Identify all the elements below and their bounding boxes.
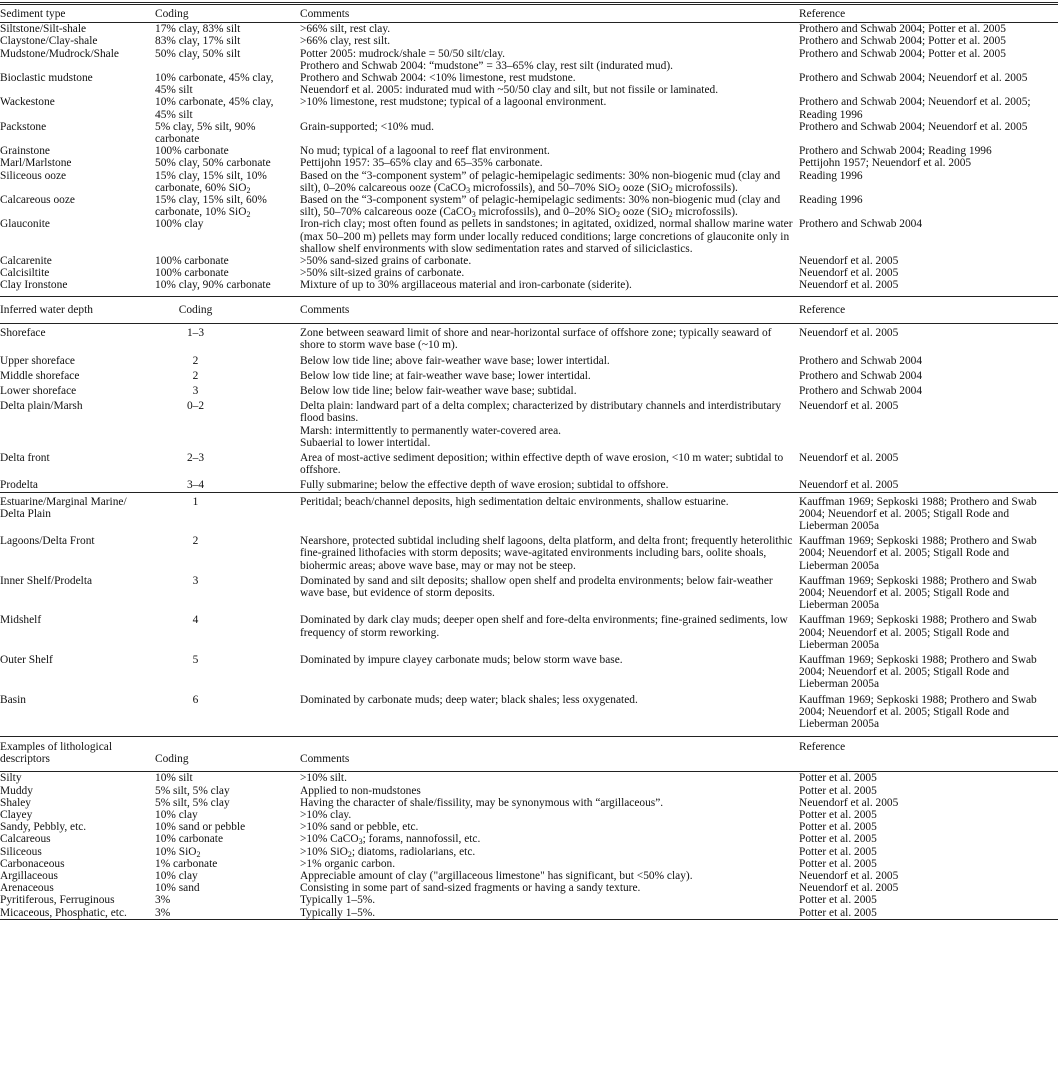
comment-line: >50% silt-sized grains of carbonate. (300, 267, 465, 280)
comments-cell (300, 785, 799, 797)
comment-line: Based on the “3-component system” of pelagic-hemipelagic sediments: 30% non-biogenic mud (clay and silt), 0–20% calcareous ooze (CaCO$_3$ microfossils), and 50–70% SiO$_2$ ooze (SiO$_2$ microfossils). (300, 169, 781, 195)
coding-cell: 83% clay, 17% silt (155, 35, 241, 48)
coding-cell: 1 (192, 495, 199, 508)
comment-line: Dominated by sand and silt deposits; shallow open shelf and prodelta environments; below fair-weather wave base, but evidence of storm deposits. (300, 574, 773, 600)
coding-cell: 100% carbonate (155, 267, 229, 280)
coding-cell: 50% clay, 50% silt (155, 47, 241, 60)
type-cell: Sandy, Pebbly, etc. (0, 821, 87, 834)
type-cell: Claystone/Clay-shale (0, 35, 98, 48)
table-row (0, 833, 1058, 845)
type-cell: Clay Ironstone (0, 279, 68, 292)
comments-cell (300, 894, 799, 906)
comments-cell (300, 267, 799, 279)
table-row (0, 611, 1058, 651)
comments-cell (300, 907, 799, 920)
table-row (0, 785, 1058, 797)
comment-line: Iron-rich clay; most often found as pellets in sandstones; in agitated, oxidized, normal shallow marine water (max 50–200 m) pellets may form under locally reduced conditions; large concretions of glauconite only in shallow shelf environments with slow sedimentation rates and starved of siliciclastics. (300, 218, 793, 255)
header-reference: Reference (799, 741, 846, 753)
table-row (0, 397, 1058, 449)
reference-cell: Neuendorf et al. 2005 (799, 479, 899, 492)
table-row (0, 572, 1058, 612)
comment-line: Mixture of up to 30% argillaceous material and iron-carbonate (siderite). (300, 279, 632, 292)
comments-cell (300, 382, 799, 397)
reference-cell: Prothero and Schwab 2004; Neuendorf et al. 2005 (799, 72, 1028, 85)
comment-line: Typically 1–5%. (300, 894, 376, 907)
type-cell: Upper shoreface (0, 354, 75, 367)
comments-cell (300, 858, 799, 870)
comment-line: Nearshore, protected subtidal including shelf lagoons, delta platform, and delta front; frequently heterolithic fine-grained lithofacies with storm deposits; wave-agitated environments including bars, oolite shoals, biohermic areas; above wave base, may or may not be steep. (300, 535, 793, 572)
table-row (0, 382, 1058, 397)
header-sediment-type: Sediment type (0, 8, 66, 20)
reference-cell: Neuendorf et al. 2005 (799, 400, 899, 413)
comment-line: Dominated by dark clay muds; deeper open shelf and fore-delta environments; fine-grained sediments, low frequency of storm reworking. (300, 614, 788, 639)
table-row (0, 858, 1058, 870)
type-cell: Mudstone/Mudrock/Shale (0, 47, 119, 60)
reference-cell: Kauffman 1969; Sepkoski 1988; Prothero and Swab 2004; Neuendorf et al. 2005; Stigall Rode and Lieberman 2005a (799, 535, 1037, 572)
table-row (0, 821, 1058, 833)
reference-cell: Neuendorf et al. 2005 (799, 327, 899, 340)
coding-cell: 100% carbonate (155, 145, 229, 158)
reference-cell: Pettijohn 1957; Neuendorf et al. 2005 (799, 157, 972, 170)
coding-cell: 10% carbonate, 45% clay, 45% silt (155, 72, 274, 97)
reference-cell: Neuendorf et al. 2005 (799, 255, 899, 268)
comments-cell (300, 72, 799, 96)
coding-cell: 2–3 (186, 452, 205, 465)
comment-line: Applied to non-mudstones (300, 784, 421, 797)
table-row (0, 894, 1058, 906)
comments-cell (300, 691, 799, 731)
type-cell: Shaley (0, 796, 32, 809)
type-cell: Calcarenite (0, 255, 52, 268)
comments-cell (300, 870, 799, 882)
header-coding: Coding (155, 753, 189, 766)
coding-cell: 10% silt (155, 772, 193, 785)
header-comments: Comments (300, 8, 350, 20)
coding-cell: 2 (192, 369, 199, 382)
comments-cell (300, 121, 799, 145)
coding-cell: 100% clay (155, 218, 204, 231)
comments-cell (300, 48, 799, 72)
table-row (0, 121, 1058, 145)
table-row (0, 797, 1058, 809)
coding-cell: 10% clay, 90% carbonate (155, 279, 271, 292)
reference-cell: Prothero and Schwab 2004; Neuendorf et al. 2005; Reading 1996 (799, 96, 1031, 121)
comments-cell (300, 821, 799, 833)
type-cell: Siltstone/Silt-shale (0, 23, 87, 36)
table-row (0, 532, 1058, 572)
type-cell: Inner Shelf/Prodelta (0, 574, 93, 587)
type-cell: Calcareous ooze (0, 194, 75, 207)
comment-line: >66% clay, rest silt. (300, 35, 391, 48)
type-cell: Delta front (0, 452, 50, 465)
table-row (0, 492, 1058, 532)
top-rule (0, 2, 1058, 3)
reference-cell: Kauffman 1969; Sepkoski 1988; Prothero and Swab 2004; Neuendorf et al. 2005; Stigall Rode and Lieberman 2005a (799, 495, 1037, 533)
reference-cell: Kauffman 1969; Sepkoski 1988; Prothero and Swab 2004; Neuendorf et al. 2005; Stigall Rode and Lieberman 2005a (799, 654, 1037, 691)
reference-cell: Neuendorf et al. 2005 (799, 452, 899, 465)
reference-cell: Prothero and Schwab 2004 (799, 354, 923, 367)
sediment-type-table (0, 5, 1058, 292)
table-row (0, 72, 1058, 96)
comment-line: Appreciable amount of clay ("argillaceous limestone" has significant, but <50% clay). (300, 870, 693, 883)
coding-cell: 10% carbonate, 45% clay, 45% silt (155, 96, 274, 121)
coding-cell: 3% (155, 894, 171, 907)
comments-cell (300, 846, 799, 858)
comment-line: Pettijohn 1957: 35–65% clay and 65–35% carbonate. (300, 157, 543, 170)
type-cell: Marl/Marlstone (0, 157, 72, 170)
header-comments: Comments (300, 304, 350, 316)
comments-cell (300, 772, 799, 785)
table-row (0, 324, 1058, 352)
comment-line: Neuendorf et al. 2005: indurated mud with ~50/50 clay and silt, but not fissile or laminated. (300, 84, 719, 97)
reference-cell: Prothero and Schwab 2004 (799, 369, 923, 382)
comment-line: Based on the “3-component system” of pelagic-hemipelagic sediments: 30% non-biogenic mud (clay and silt), 50–70% calcareous ooze (CaCO$_3$ microfossils), and 0–20% SiO$_2$ ooze (SiO$_2$ microfossils). (300, 194, 781, 220)
reference-cell: Potter et al. 2005 (799, 784, 877, 797)
comment-line: Peritidal; beach/channel deposits, high sedimentation deltaic environments, shallow estuarine. (300, 495, 729, 508)
comments-cell (300, 397, 799, 449)
comment-line: Having the character of shale/fissility, may be synonymous with “argillaceous”. (300, 796, 664, 809)
type-cell: Clayey (0, 809, 33, 822)
table-row (0, 267, 1058, 279)
comments-cell (300, 194, 799, 218)
table-row (0, 772, 1058, 785)
table-row (0, 476, 1058, 492)
table-row (0, 846, 1058, 858)
comments-cell (300, 833, 799, 845)
comments-cell (300, 218, 799, 255)
table-row (0, 907, 1058, 920)
coding-cell: 10% SiO$_2$ (155, 845, 201, 859)
comment-line: Marsh: intermittently to permanently water-covered area. (300, 424, 562, 437)
type-cell: Calcareous (0, 833, 51, 846)
comment-line: Dominated by carbonate muds; deep water; black shales; less oxygenated. (300, 693, 638, 706)
reference-cell: Potter et al. 2005 (799, 821, 877, 834)
comment-line: >10% sand or pebble, etc. (300, 821, 419, 834)
type-cell: Lower shoreface (0, 385, 77, 398)
coding-cell: 5 (192, 654, 199, 667)
type-cell: Lagoons/Delta Front (0, 535, 95, 548)
type-cell: Bioclastic mudstone (0, 72, 93, 85)
coding-cell: 5% silt, 5% clay (155, 796, 230, 809)
table-row (0, 23, 1058, 36)
type-cell: Siliceous ooze (0, 169, 67, 182)
type-cell: Prodelta (0, 479, 38, 492)
reference-cell: Neuendorf et al. 2005 (799, 796, 899, 809)
coding-cell: 15% clay, 15% silt, 10% carbonate, 60% SiO$_2$ (155, 169, 267, 195)
type-cell: Micaceous, Phosphatic, etc. (0, 906, 127, 919)
table-row (0, 96, 1058, 120)
comment-line: Subaerial to lower intertidal. (300, 436, 431, 449)
table-row (0, 170, 1058, 194)
comment-line: Below low tide line; below fair-weather wave base; subtidal. (300, 385, 577, 398)
type-cell: Muddy (0, 784, 33, 797)
reference-cell: Prothero and Schwab 2004 (799, 218, 923, 231)
type-cell: Silty (0, 772, 22, 785)
table-row (0, 352, 1058, 367)
header-row (0, 297, 1058, 324)
comment-line: Delta plain: landward part of a delta complex; characterized by distributary channels and interdistributary flood basins. (300, 400, 782, 425)
coding-cell: 2 (192, 354, 199, 367)
reference-cell: Neuendorf et al. 2005 (799, 279, 899, 292)
coding-cell: 3% (155, 906, 171, 919)
comment-line: Fully submarine; below the effective depth of wave erosion; subtidal to offshore. (300, 479, 669, 492)
type-cell: Delta plain/Marsh (0, 400, 83, 413)
coding-cell: 4 (192, 614, 199, 627)
comments-cell (300, 492, 799, 532)
reference-cell: Potter et al. 2005 (799, 894, 877, 907)
comment-line: >50% sand-sized grains of carbonate. (300, 255, 472, 268)
comment-line: Grain-supported; <10% mud. (300, 120, 434, 133)
comment-line: Potter 2005: mudrock/shale = 50/50 silt/clay. (300, 47, 505, 60)
comments-cell (300, 170, 799, 194)
header-lithological-descriptors: Examples of lithological descriptors (0, 741, 112, 766)
comment-line: >10% CaCO$_3$; forams, nannofossil, etc. (300, 833, 481, 847)
type-cell: Arenaceous (0, 882, 54, 895)
reference-cell: Potter et al. 2005 (799, 809, 877, 822)
header-water-depth: Inferred water depth (0, 304, 93, 316)
comments-cell (300, 476, 799, 492)
comment-line: No mud; typical of a lagoonal to reef flat environment. (300, 145, 550, 158)
comments-cell (300, 611, 799, 651)
comments-cell (300, 367, 799, 382)
type-cell: Estuarine/Marginal Marine/ Delta Plain (0, 495, 127, 520)
table-row (0, 870, 1058, 882)
comment-line: >1% organic carbon. (300, 857, 396, 870)
coding-cell: 100% carbonate (155, 255, 229, 268)
comments-cell (300, 157, 799, 169)
reference-cell: Potter et al. 2005 (799, 906, 877, 919)
comment-line: >10% silt. (300, 772, 347, 785)
coding-cell: 1–3 (186, 327, 205, 340)
comments-cell (300, 35, 799, 47)
comment-line: >10% clay. (300, 809, 352, 822)
comment-line: Below low tide line; above fair-weather wave base; lower intertidal. (300, 354, 610, 367)
type-cell: Middle shoreface (0, 369, 80, 382)
header-reference: Reference (799, 8, 846, 20)
reference-cell: Potter et al. 2005 (799, 857, 877, 870)
comment-line: Dominated by impure clayey carbonate muds; below storm wave base. (300, 654, 623, 667)
coding-cell: 3 (192, 574, 199, 587)
coding-cell: 3–4 (186, 479, 205, 492)
water-depth-table (0, 296, 1058, 730)
coding-cell: 3 (192, 385, 199, 398)
table-row (0, 255, 1058, 267)
reference-cell: Prothero and Schwab 2004; Potter et al. 2005 (799, 47, 1006, 60)
type-cell: Basin (0, 693, 26, 706)
reference-cell: Potter et al. 2005 (799, 772, 877, 785)
lithological-descriptors-table (0, 736, 1058, 920)
table-row (0, 279, 1058, 291)
type-cell: Glauconite (0, 218, 50, 231)
comments-cell (300, 797, 799, 809)
table-row (0, 367, 1058, 382)
comments-cell (300, 324, 799, 352)
coding-cell: 10% sand (155, 882, 200, 895)
table-row (0, 218, 1058, 255)
coding-cell: 6 (192, 693, 199, 706)
reference-cell: Prothero and Schwab 2004; Potter et al. 2005 (799, 35, 1006, 48)
reference-cell: Kauffman 1969; Sepkoski 1988; Prothero and Swab 2004; Neuendorf et al. 2005; Stigall Rode and Lieberman 2005a (799, 574, 1037, 612)
reference-cell: Prothero and Schwab 2004; Neuendorf et al. 2005 (799, 120, 1028, 133)
type-cell: Packstone (0, 120, 47, 133)
coding-cell: 5% silt, 5% clay (155, 784, 230, 797)
comments-cell (300, 882, 799, 894)
type-cell: Grainstone (0, 145, 50, 158)
type-cell: Outer Shelf (0, 654, 53, 667)
type-cell: Wackestone (0, 96, 55, 109)
table-row (0, 145, 1058, 157)
type-cell: Calcisiltite (0, 267, 50, 280)
comment-line: Below low tide line; at fair-weather wave base; lower intertidal. (300, 369, 591, 382)
header-coding: Coding (155, 8, 189, 20)
header-reference: Reference (799, 304, 846, 316)
coding-cell: 10% carbonate (155, 833, 223, 846)
comments-cell (300, 255, 799, 267)
coding-cell: 2 (192, 535, 199, 548)
coding-cell: 5% clay, 5% silt, 90% carbonate (155, 120, 256, 146)
coding-cell: 1% carbonate (155, 857, 218, 870)
reference-cell: Prothero and Schwab 2004; Potter et al. 2005 (799, 23, 1006, 36)
header-row (0, 737, 1058, 772)
comment-line: >66% silt, rest clay. (300, 23, 391, 36)
type-cell: Pyritiferous, Ferruginous (0, 894, 115, 907)
reference-cell: Reading 1996 (799, 194, 863, 207)
comment-line: Area of most-active sediment deposition; within effective depth of wave erosion, <10 m water; subtidal to offshore. (300, 452, 784, 477)
reference-cell: Neuendorf et al. 2005 (799, 882, 899, 895)
header-coding: Coding (178, 304, 213, 316)
reference-cell: Neuendorf et al. 2005 (799, 870, 899, 883)
coding-cell: 15% clay, 15% silt, 60% carbonate, 10% SiO$_2$ (155, 194, 267, 220)
comments-cell (300, 532, 799, 572)
comments-cell (300, 23, 799, 36)
comments-cell (300, 352, 799, 367)
table-row (0, 194, 1058, 218)
table-row (0, 157, 1058, 169)
coding-cell: 10% clay (155, 809, 198, 822)
reference-cell: Potter et al. 2005 (799, 833, 877, 846)
table-row (0, 35, 1058, 47)
reference-cell: Prothero and Schwab 2004; Reading 1996 (799, 145, 992, 158)
reference-cell: Potter et al. 2005 (799, 845, 877, 858)
comment-line: Zone between seaward limit of shore and near-horizontal surface of offshore zone; typically seaward of shore to storm wave base (~10 m). (300, 327, 772, 352)
type-cell: Siliceous (0, 845, 42, 858)
header-comments: Comments (300, 753, 350, 766)
comment-line: Consisting in some part of sand-sized fragments or having a sandy texture. (300, 882, 641, 895)
comment-line: >10% limestone, rest mudstone; typical of a lagoonal environment. (300, 96, 607, 109)
type-cell: Midshelf (0, 614, 42, 627)
comment-line: >10% SiO$_2$; diatoms, radiolarians, etc. (300, 845, 476, 859)
table-row (0, 651, 1058, 691)
reference-cell: Prothero and Schwab 2004 (799, 385, 923, 398)
comments-cell (300, 651, 799, 691)
comments-cell (300, 572, 799, 612)
comments-cell (300, 809, 799, 821)
coding-cell: 17% clay, 83% silt (155, 23, 241, 36)
coding-cell: 0–2 (186, 400, 205, 413)
table-row (0, 48, 1058, 72)
reference-cell: Kauffman 1969; Sepkoski 1988; Prothero and Swab 2004; Neuendorf et al. 2005; Stigall Rode and Lieberman 2005a (799, 693, 1037, 731)
coding-cell: 10% sand or pebble (155, 821, 246, 834)
table-row (0, 449, 1058, 476)
header-row (0, 5, 1058, 23)
table-row (0, 691, 1058, 731)
coding-cell: 10% clay (155, 870, 198, 883)
type-cell: Carbonaceous (0, 857, 65, 870)
table-row (0, 809, 1058, 821)
comments-cell (300, 279, 799, 291)
comments-cell (300, 145, 799, 157)
coding-cell: 50% clay, 50% carbonate (155, 157, 271, 170)
type-cell: Argillaceous (0, 870, 58, 883)
reference-cell: Neuendorf et al. 2005 (799, 267, 899, 280)
comments-cell (300, 449, 799, 476)
comment-line: Typically 1–5%. (300, 906, 376, 919)
type-cell: Shoreface (0, 327, 46, 340)
table-row (0, 882, 1058, 894)
reference-cell: Reading 1996 (799, 169, 863, 182)
comment-line: Prothero and Schwab 2004: “mudstone” = 33–65% clay, rest silt (indurated mud). (300, 59, 673, 72)
reference-cell: Kauffman 1969; Sepkoski 1988; Prothero and Swab 2004; Neuendorf et al. 2005; Stigall Rode and Lieberman 2005a (799, 614, 1037, 651)
comments-cell (300, 96, 799, 120)
comment-line: Prothero and Schwab 2004: <10% limestone, rest mudstone. (300, 72, 576, 85)
